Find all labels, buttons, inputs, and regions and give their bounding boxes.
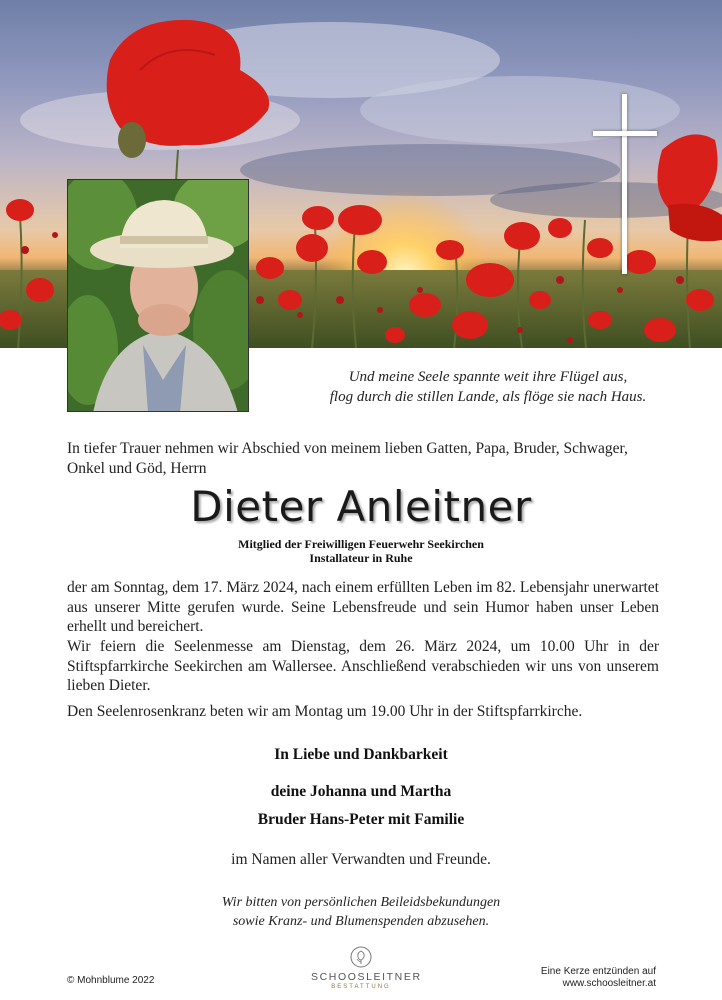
mourners-line-1: deine Johanna und Martha <box>270 783 452 800</box>
epitaph-quote <box>268 367 708 407</box>
closing-line-1: Wir bitten von persönlichen Beileidsbekundungen <box>221 895 501 910</box>
rose-emblem-icon <box>350 946 372 968</box>
rosary-paragraph: Den Seelenrosenkranz beten wir am Montag um 19.00 Uhr in der Stiftspfarrkirche. <box>67 703 583 720</box>
website-link[interactable]: www.schoosleitner.at <box>562 978 656 989</box>
quote-line-2: flog durch die stillen Lande, als flöge sie nach Haus. <box>329 389 647 405</box>
deceased-name: Dieter Anleitner <box>190 482 532 531</box>
mourners-line-2: Bruder Hans-Peter mit Familie <box>257 811 465 828</box>
logo-brand-name: SCHOOSLEITNER <box>311 971 422 983</box>
deceased-subtitle-1: Mitglied der Freiwilligen Feuerwehr Seekirchen <box>238 537 484 551</box>
closing-request <box>0 893 722 931</box>
candle-text: Eine Kerze entzünden auf <box>540 966 656 977</box>
intro-text: In tiefer Trauer nehmen wir Abschied von meinem lieben Gatten, Papa, Bruder, Schwager, Onkel und Göd, Herrn <box>67 440 628 477</box>
portrait-photo <box>67 179 249 412</box>
candle-link-block <box>541 966 656 990</box>
closing-line-2: sowie Kranz- und Blumenspenden abzusehen. <box>232 914 490 929</box>
mass-paragraph: Wir feiern die Seelenmesse am Dienstag, dem 26. März 2024, um 10.00 Uhr in der Stiftspfarrkirche Seekirchen am Wallersee. Anschließend verabschieden wir uns von unserem lieben Dieter. <box>67 638 659 694</box>
mourners-heading: In Liebe und Dankbarkeit <box>274 746 448 763</box>
logo-subtitle: BESTATTUNG <box>331 984 391 990</box>
copyright-text: © Mohnblume 2022 <box>67 975 155 986</box>
quote-line-1: Und meine Seele spannte weit ihre Flügel aus, <box>348 369 628 385</box>
deceased-subtitle-2: Installateur in Ruhe <box>309 551 413 565</box>
cross-icon <box>593 94 657 274</box>
passing-paragraph: der am Sonntag, dem 17. März 2024, nach einem erfüllten Leben im 82. Lebensjahr unerwartet aus unserer Mitte gerufen wurde. Seine Lebensfreude und sein Humor haben unser Leben erhellt und bereichert. <box>67 579 659 635</box>
mourners-line-3: im Namen aller Verwandten und Freunde. <box>231 851 491 868</box>
funeral-home-logo <box>311 946 422 990</box>
